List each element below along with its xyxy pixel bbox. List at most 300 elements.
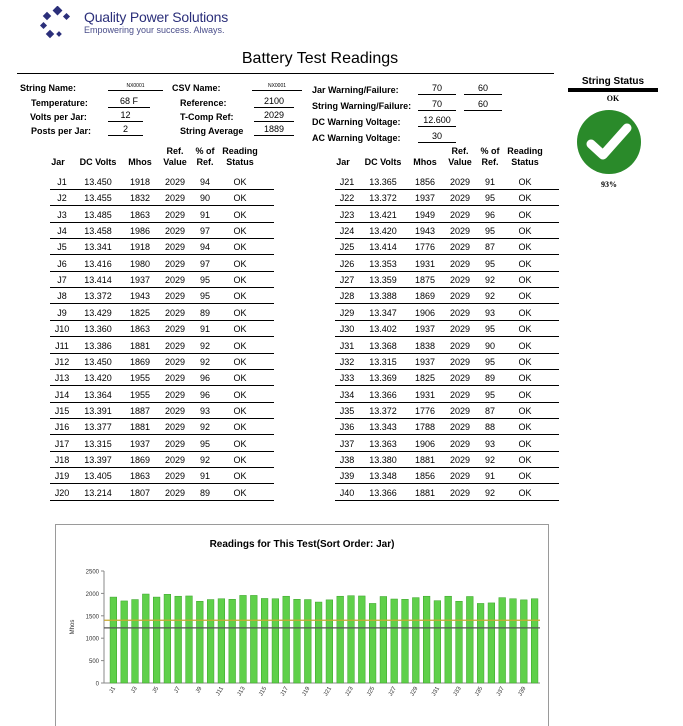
- x-tick-label: J31: [431, 686, 442, 698]
- table-row: [335, 305, 559, 321]
- cell-pct-of-ref: 95: [484, 389, 495, 400]
- cell-reading-status: OK: [518, 373, 532, 384]
- cell-jar: J39: [339, 471, 355, 482]
- cell-jar: J9: [57, 307, 67, 318]
- dc-warning-value: 12.600: [418, 115, 456, 127]
- cell-dc-volts: 13.380: [369, 454, 397, 465]
- jar-warning-label: Jar Warning/Failure:: [312, 85, 399, 95]
- bar-j18: [294, 599, 301, 683]
- cell-reading-status: OK: [518, 356, 532, 367]
- temperature-label: Temperature:: [31, 98, 88, 108]
- table-row: [335, 485, 559, 501]
- cell-mhos: 1906: [414, 438, 436, 449]
- cell-pct-of-ref: 92: [484, 275, 495, 286]
- cell-mhos: 1943: [414, 226, 436, 237]
- cell-reading-status: OK: [518, 291, 532, 302]
- cell-jar: J19: [54, 471, 70, 482]
- cell-pct-of-ref: 95: [484, 193, 495, 204]
- cell-mhos: 1980: [129, 258, 151, 269]
- table-row: [335, 387, 559, 403]
- company-logo: [40, 6, 240, 40]
- table-row: [335, 321, 559, 337]
- cell-pct-of-ref: 95: [484, 356, 495, 367]
- table-row: [50, 452, 274, 468]
- readings-chart: [55, 524, 549, 726]
- cell-dc-volts: 13.421: [369, 209, 397, 220]
- posts-per-jar-value: 2: [108, 124, 143, 136]
- bar-j32: [445, 596, 452, 683]
- cell-dc-volts: 13.369: [369, 373, 397, 384]
- tcomp-ref-label: T-Comp Ref:: [180, 112, 234, 122]
- table-row: [50, 370, 274, 386]
- cell-dc-volts: 13.416: [84, 258, 112, 269]
- bar-j34: [466, 596, 473, 683]
- cell-dc-volts: 13.348: [369, 471, 397, 482]
- readings-table-left: [28, 146, 278, 506]
- cell-pct-of-ref: 91: [199, 209, 210, 220]
- string-status-title: String Status: [581, 76, 645, 87]
- cell-pct-of-ref: 87: [484, 242, 495, 253]
- x-tick-label: J39: [517, 686, 528, 698]
- cell-mhos: 1937: [129, 275, 151, 286]
- cell-jar: J20: [54, 487, 70, 498]
- ac-warning-value: 30: [418, 131, 456, 143]
- cell-dc-volts: 13.388: [369, 291, 397, 302]
- cell-jar: J1: [57, 177, 67, 187]
- cell-mhos: 1881: [129, 422, 151, 433]
- table-row: [335, 403, 559, 419]
- table-row: [50, 321, 274, 337]
- cell-mhos: 1788: [414, 422, 436, 433]
- table-row: [335, 239, 559, 255]
- bar-j36: [488, 603, 495, 683]
- table-row: [50, 174, 274, 190]
- cell-mhos: 1875: [414, 275, 436, 286]
- column-header-dc-volts: DC Volts: [79, 157, 117, 167]
- cell-reading-status: OK: [518, 471, 532, 482]
- cell-jar: J14: [54, 389, 70, 400]
- cell-jar: J18: [54, 454, 70, 465]
- cell-reading-status: OK: [518, 209, 532, 220]
- bar-j30: [423, 596, 430, 683]
- x-tick-label: J17: [279, 686, 290, 698]
- cell-jar: J10: [54, 324, 70, 335]
- bar-j28: [402, 599, 409, 683]
- checkmark-icon: [577, 110, 641, 174]
- cell-ref-value: 2029: [164, 242, 186, 253]
- cell-ref-value: 2029: [449, 177, 471, 187]
- column-header-reading-status-top: Reading: [222, 146, 258, 156]
- cell-reading-status: OK: [233, 177, 247, 187]
- cell-jar: J36: [339, 422, 355, 433]
- cell-mhos: 1838: [414, 340, 436, 351]
- cell-reading-status: OK: [518, 324, 532, 335]
- cell-dc-volts: 13.214: [84, 487, 112, 498]
- table-row: [335, 354, 559, 370]
- cell-ref-value: 2029: [449, 340, 471, 351]
- cell-mhos: 1825: [414, 373, 436, 384]
- column-header-reading-status: Status: [226, 157, 254, 167]
- x-tick-label: J5: [151, 686, 161, 695]
- cell-reading-status: OK: [233, 242, 247, 253]
- column-header-mhos: Mhos: [128, 157, 152, 167]
- cell-mhos: 1776: [414, 242, 436, 253]
- logo-tagline: Empowering your success. Always.: [84, 25, 225, 35]
- cell-ref-value: 2029: [164, 356, 186, 367]
- cell-mhos: 1863: [129, 324, 151, 335]
- bar-j22: [337, 596, 344, 683]
- cell-reading-status: OK: [518, 438, 532, 449]
- cell-dc-volts: 13.372: [369, 193, 397, 204]
- cell-mhos: 1918: [129, 242, 151, 253]
- cell-jar: J4: [57, 226, 67, 237]
- cell-pct-of-ref: 93: [199, 405, 210, 416]
- bar-j26: [380, 596, 387, 683]
- cell-pct-of-ref: 97: [199, 226, 210, 237]
- cell-jar: J21: [339, 177, 355, 187]
- string-average-label: String Average: [180, 126, 244, 136]
- x-tick-label: J29: [409, 686, 420, 698]
- cell-pct-of-ref: 95: [484, 226, 495, 237]
- bar-j29: [412, 598, 419, 683]
- bar-j23: [348, 596, 355, 683]
- cell-pct-of-ref: 91: [199, 471, 210, 482]
- cell-dc-volts: 13.402: [369, 324, 397, 335]
- column-header-ref-value-top: Ref.: [451, 146, 469, 156]
- cell-mhos: 1955: [129, 373, 151, 384]
- cell-mhos: 1931: [414, 389, 436, 400]
- bar-j20: [315, 602, 322, 683]
- column-header-reading-status-top: Reading: [507, 146, 543, 156]
- cell-pct-of-ref: 95: [199, 438, 210, 449]
- cell-jar: J32: [339, 356, 355, 367]
- cell-ref-value: 2029: [449, 389, 471, 400]
- bar-j5: [153, 597, 160, 683]
- cell-dc-volts: 13.420: [84, 373, 112, 384]
- y-tick-label: 1000: [85, 636, 99, 643]
- x-tick-label: J9: [195, 686, 204, 695]
- x-tick-label: J21: [323, 686, 334, 698]
- cell-mhos: 1937: [414, 356, 436, 367]
- cell-dc-volts: 13.365: [369, 177, 397, 187]
- cell-mhos: 1807: [129, 487, 151, 498]
- cell-reading-status: OK: [233, 487, 247, 498]
- cell-ref-value: 2029: [449, 275, 471, 286]
- cell-pct-of-ref: 91: [199, 324, 210, 335]
- table-row: [50, 288, 274, 304]
- string-status-panel: [568, 76, 658, 103]
- cell-reading-status: OK: [518, 193, 532, 204]
- cell-pct-of-ref: 90: [484, 340, 495, 351]
- cell-dc-volts: 13.353: [369, 258, 397, 269]
- x-tick-label: J3: [130, 686, 139, 695]
- bar-j27: [391, 599, 398, 683]
- cell-reading-status: OK: [518, 487, 532, 498]
- cell-pct-of-ref: 92: [484, 454, 495, 465]
- cell-jar: J17: [54, 438, 70, 449]
- cell-pct-of-ref: 88: [484, 422, 495, 433]
- x-tick-label: J23: [344, 686, 355, 698]
- bar-j39: [520, 600, 527, 683]
- bar-j12: [229, 599, 236, 683]
- cell-mhos: 1869: [414, 291, 436, 302]
- column-header-jar: Jar: [51, 157, 65, 167]
- bar-j37: [499, 598, 506, 683]
- cell-reading-status: OK: [518, 275, 532, 286]
- cell-pct-of-ref: 97: [199, 258, 210, 269]
- cell-reading-status: OK: [518, 258, 532, 269]
- cell-reading-status: OK: [233, 454, 247, 465]
- cell-mhos: 1869: [129, 454, 151, 465]
- cell-jar: J30: [339, 324, 355, 335]
- cell-ref-value: 2029: [164, 177, 186, 187]
- cell-mhos: 1937: [414, 193, 436, 204]
- cell-jar: J8: [57, 291, 67, 302]
- cell-pct-of-ref: 89: [199, 487, 210, 498]
- cell-ref-value: 2029: [449, 438, 471, 449]
- string-name-label: String Name:: [20, 83, 77, 93]
- cell-dc-volts: 13.377: [84, 422, 112, 433]
- string-average-value: 1889: [254, 124, 294, 136]
- cell-reading-status: OK: [233, 356, 247, 367]
- cell-ref-value: 2029: [164, 405, 186, 416]
- bar-chart-svg: [56, 525, 550, 726]
- bar-j40: [531, 599, 538, 683]
- cell-reading-status: OK: [233, 340, 247, 351]
- column-header-ref-value: Value: [163, 157, 187, 167]
- cell-reading-status: OK: [233, 389, 247, 400]
- cell-dc-volts: 13.458: [84, 226, 112, 237]
- cell-mhos: 1918: [129, 177, 151, 187]
- x-tick-label: J1: [108, 686, 118, 695]
- cell-reading-status: OK: [233, 405, 247, 416]
- bar-j33: [456, 601, 463, 683]
- jar-warning-value: 70: [418, 83, 456, 95]
- cell-mhos: 1825: [129, 307, 151, 318]
- cell-jar: J40: [339, 487, 355, 498]
- table-row: [50, 403, 274, 419]
- cell-dc-volts: 13.414: [84, 275, 112, 286]
- title-divider: [17, 73, 554, 74]
- cell-pct-of-ref: 91: [484, 471, 495, 482]
- x-tick-label: J35: [474, 686, 485, 698]
- cell-dc-volts: 13.360: [84, 324, 112, 335]
- x-tick-label: J7: [173, 686, 182, 695]
- cell-ref-value: 2029: [449, 373, 471, 384]
- cell-pct-of-ref: 91: [484, 177, 495, 187]
- csv-name-value: NX0001: [252, 79, 302, 91]
- column-header-mhos: Mhos: [413, 157, 437, 167]
- cell-pct-of-ref: 92: [484, 291, 495, 302]
- string-warning-value: 70: [418, 99, 456, 111]
- cell-mhos: 1986: [129, 226, 151, 237]
- cell-ref-value: 2029: [164, 258, 186, 269]
- cell-jar: J13: [54, 373, 70, 384]
- cell-reading-status: OK: [518, 242, 532, 253]
- cell-jar: J38: [339, 454, 355, 465]
- cell-jar: J35: [339, 405, 355, 416]
- table-row: [50, 207, 274, 223]
- cell-ref-value: 2029: [449, 487, 471, 498]
- bar-j38: [510, 599, 517, 683]
- cell-dc-volts: 13.386: [84, 340, 112, 351]
- cell-ref-value: 2029: [164, 275, 186, 286]
- string-failure-value: 60: [464, 99, 502, 111]
- logo-mark-icon: [40, 6, 76, 40]
- x-tick-label: J15: [258, 686, 269, 698]
- logo-name: Quality Power Solutions: [84, 9, 229, 25]
- cell-jar: J16: [54, 422, 70, 433]
- cell-jar: J29: [339, 307, 355, 318]
- cell-mhos: 1881: [414, 454, 436, 465]
- y-tick-label: 2000: [85, 591, 99, 598]
- table-row: [335, 223, 559, 239]
- table-row: [50, 468, 274, 484]
- string-status-bar: [568, 88, 658, 92]
- cell-dc-volts: 13.343: [369, 422, 397, 433]
- table-row: [50, 239, 274, 255]
- table-row: [335, 190, 559, 206]
- table-row: [50, 485, 274, 501]
- table-row: [50, 223, 274, 239]
- cell-ref-value: 2029: [449, 356, 471, 367]
- table-row: [50, 190, 274, 206]
- cell-dc-volts: 13.366: [369, 389, 397, 400]
- bar-j17: [283, 596, 290, 683]
- cell-pct-of-ref: 94: [199, 242, 210, 253]
- volts-per-jar-value: 12: [108, 110, 143, 122]
- table-row: [335, 207, 559, 223]
- bar-j14: [250, 595, 257, 683]
- cell-mhos: 1869: [129, 356, 151, 367]
- cell-dc-volts: 13.450: [84, 356, 112, 367]
- cell-mhos: 1856: [414, 471, 436, 482]
- table-row: [50, 419, 274, 435]
- cell-pct-of-ref: 96: [199, 389, 210, 400]
- y-tick-label: 0: [95, 681, 99, 688]
- cell-ref-value: 2029: [164, 373, 186, 384]
- bar-j7: [175, 596, 182, 683]
- cell-mhos: 1937: [414, 324, 436, 335]
- ac-warning-label: AC Warning Voltage:: [312, 133, 401, 143]
- cell-ref-value: 2029: [164, 487, 186, 498]
- table-row: [50, 305, 274, 321]
- cell-reading-status: OK: [518, 422, 532, 433]
- table-row: [335, 419, 559, 435]
- cell-ref-value: 2029: [449, 405, 471, 416]
- cell-pct-of-ref: 89: [484, 373, 495, 384]
- dc-warning-label: DC Warning Voltage:: [312, 117, 401, 127]
- table-row: [335, 256, 559, 272]
- cell-ref-value: 2029: [449, 307, 471, 318]
- cell-pct-of-ref: 92: [199, 454, 210, 465]
- jar-failure-value: 60: [464, 83, 502, 95]
- table-row: [335, 370, 559, 386]
- cell-dc-volts: 13.485: [84, 209, 112, 220]
- cell-jar: J22: [339, 193, 355, 204]
- cell-dc-volts: 13.347: [369, 307, 397, 318]
- table-row: [335, 272, 559, 288]
- cell-ref-value: 2029: [164, 340, 186, 351]
- column-header-pct-of-ref-top: % of: [480, 146, 500, 156]
- string-status-value: OK: [606, 94, 620, 103]
- table-row: [335, 436, 559, 452]
- cell-ref-value: 2029: [449, 193, 471, 204]
- cell-mhos: 1881: [414, 487, 436, 498]
- bar-j4: [142, 594, 149, 683]
- cell-pct-of-ref: 92: [484, 487, 495, 498]
- cell-reading-status: OK: [518, 405, 532, 416]
- x-tick-label: J37: [495, 686, 506, 698]
- cell-mhos: 1949: [414, 209, 436, 220]
- string-name-value: NX0001: [108, 79, 163, 91]
- cell-mhos: 1863: [129, 471, 151, 482]
- table-row: [335, 338, 559, 354]
- column-header-pct-of-ref-top: % of: [195, 146, 215, 156]
- y-axis-label: Mhos: [70, 619, 76, 635]
- cell-pct-of-ref: 87: [484, 405, 495, 416]
- cell-ref-value: 2029: [164, 291, 186, 302]
- cell-reading-status: OK: [233, 275, 247, 286]
- cell-dc-volts: 13.315: [84, 438, 112, 449]
- cell-pct-of-ref: 96: [199, 373, 210, 384]
- x-tick-label: J11: [215, 686, 226, 697]
- posts-per-jar-label: Posts per Jar:: [31, 126, 92, 136]
- cell-dc-volts: 13.315: [369, 356, 397, 367]
- y-tick-label: 2500: [85, 569, 99, 576]
- cell-ref-value: 2029: [164, 454, 186, 465]
- cell-reading-status: OK: [233, 193, 247, 204]
- temperature-value: 68 F: [108, 96, 150, 108]
- cell-pct-of-ref: 90: [199, 193, 210, 204]
- cell-pct-of-ref: 95: [199, 291, 210, 302]
- cell-jar: J5: [57, 242, 67, 253]
- cell-jar: J33: [339, 373, 355, 384]
- cell-jar: J37: [339, 438, 355, 449]
- table-row: [335, 288, 559, 304]
- cell-jar: J28: [339, 291, 355, 302]
- bar-j25: [369, 603, 376, 683]
- cell-reading-status: OK: [518, 389, 532, 400]
- cell-ref-value: 2029: [449, 226, 471, 237]
- table-row: [50, 272, 274, 288]
- cell-reading-status: OK: [518, 307, 532, 318]
- cell-mhos: 1881: [129, 340, 151, 351]
- string-status-percent: 93%: [601, 180, 617, 189]
- x-tick-label: J27: [387, 686, 398, 698]
- bar-j10: [207, 600, 214, 683]
- bar-j19: [304, 600, 311, 683]
- cell-ref-value: 2029: [449, 291, 471, 302]
- column-header-dc-volts: DC Volts: [364, 157, 402, 167]
- column-header-ref-value-top: Ref.: [166, 146, 184, 156]
- cell-dc-volts: 13.368: [369, 340, 397, 351]
- bar-j1: [110, 597, 117, 683]
- cell-pct-of-ref: 92: [199, 422, 210, 433]
- cell-reading-status: OK: [233, 438, 247, 449]
- page-title: Battery Test Readings: [241, 50, 399, 67]
- cell-reading-status: OK: [233, 307, 247, 318]
- cell-jar: J27: [339, 275, 355, 286]
- cell-ref-value: 2029: [449, 242, 471, 253]
- cell-ref-value: 2029: [164, 438, 186, 449]
- cell-reading-status: OK: [233, 373, 247, 384]
- cell-reading-status: OK: [233, 258, 247, 269]
- table-row: [50, 256, 274, 272]
- chart-title: Readings for This Test(Sort Order: Jar): [209, 539, 395, 550]
- cell-pct-of-ref: 95: [484, 258, 495, 269]
- cell-ref-value: 2029: [164, 471, 186, 482]
